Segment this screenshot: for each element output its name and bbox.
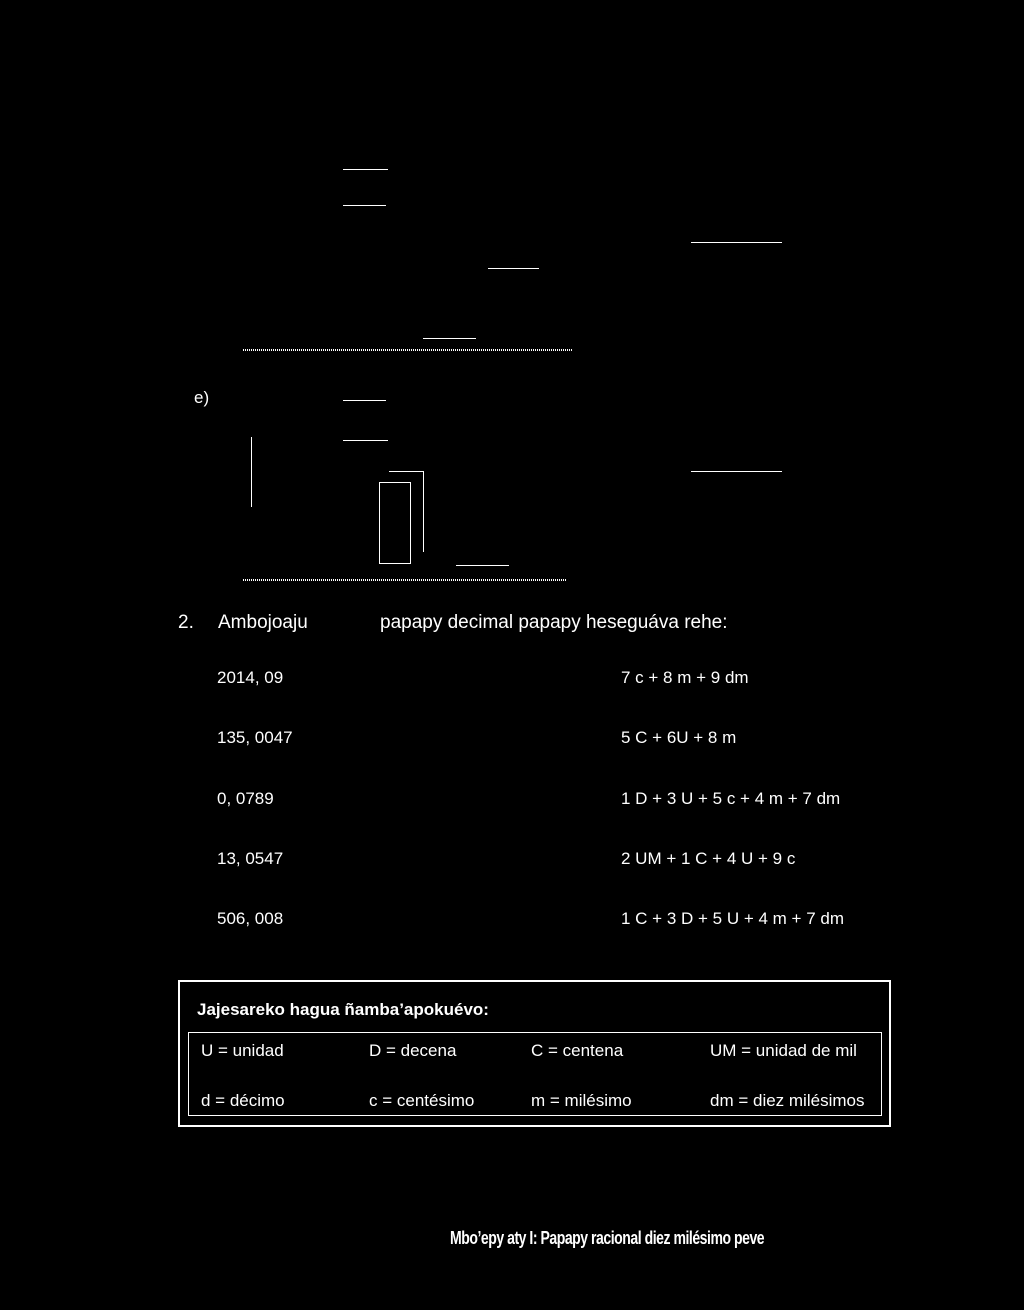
answer-line-low-d[interactable] — [423, 338, 476, 339]
fraction-line-top-1 — [343, 169, 388, 170]
legend-cell: m = milésimo — [531, 1091, 632, 1110]
answer-line-right-d[interactable] — [691, 242, 782, 243]
place-value-expansion[interactable]: 2 UM + 1 C + 4 U + 9 c — [621, 849, 796, 868]
legend-cell: c = centésimo — [369, 1091, 475, 1110]
exercise-instruction-right: papapy decimal papapy heseguáva rehe: — [380, 612, 728, 633]
decimal-number[interactable]: 13, 0547 — [217, 849, 284, 868]
box-shape-e — [379, 482, 411, 564]
place-value-expansion[interactable]: 1 C + 3 D + 5 U + 4 m + 7 dm — [621, 909, 844, 928]
legend-cell: C = centena — [531, 1041, 624, 1060]
place-value-expansion[interactable]: 7 c + 8 m + 9 dm — [621, 668, 749, 687]
fraction-line-e-1 — [343, 400, 386, 401]
answer-line-low-e[interactable] — [456, 565, 509, 566]
exercise-number: 2. — [178, 612, 194, 633]
legend-cell: dm = diez milésimos — [710, 1091, 865, 1110]
legend-cell: U = unidad — [201, 1041, 284, 1060]
decimal-number[interactable]: 2014, 09 — [217, 668, 284, 687]
exercise-instruction-left: Ambojoaju — [218, 612, 308, 633]
legend-title: Jajesareko hagua ñamba’apokuévo: — [197, 1000, 489, 1019]
answer-line-right-e[interactable] — [691, 471, 782, 472]
decimal-number[interactable]: 506, 008 — [217, 909, 284, 928]
legend-cell: D = decena — [369, 1041, 457, 1060]
answer-line-mid-d[interactable] — [488, 268, 539, 269]
fraction-line-top-2 — [343, 205, 386, 206]
ruler-e — [243, 579, 567, 581]
place-value-expansion[interactable]: 5 C + 6U + 8 m — [621, 728, 737, 747]
legend-cell: UM = unidad de mil — [710, 1041, 857, 1060]
place-value-expansion[interactable]: 1 D + 3 U + 5 c + 4 m + 7 dm — [621, 789, 841, 808]
fraction-line-e-2 — [343, 440, 388, 441]
vertical-mark-e — [251, 437, 252, 507]
item-e-label: e) — [194, 388, 210, 407]
page-footer: Mbo’epy aty I: Papapy racional diez milésimo peve — [450, 1228, 765, 1248]
decimal-number[interactable]: 135, 0047 — [217, 728, 293, 747]
decimal-number[interactable]: 0, 0789 — [217, 789, 274, 808]
legend-cell: d = décimo — [201, 1091, 285, 1110]
ruler-d — [243, 349, 573, 351]
